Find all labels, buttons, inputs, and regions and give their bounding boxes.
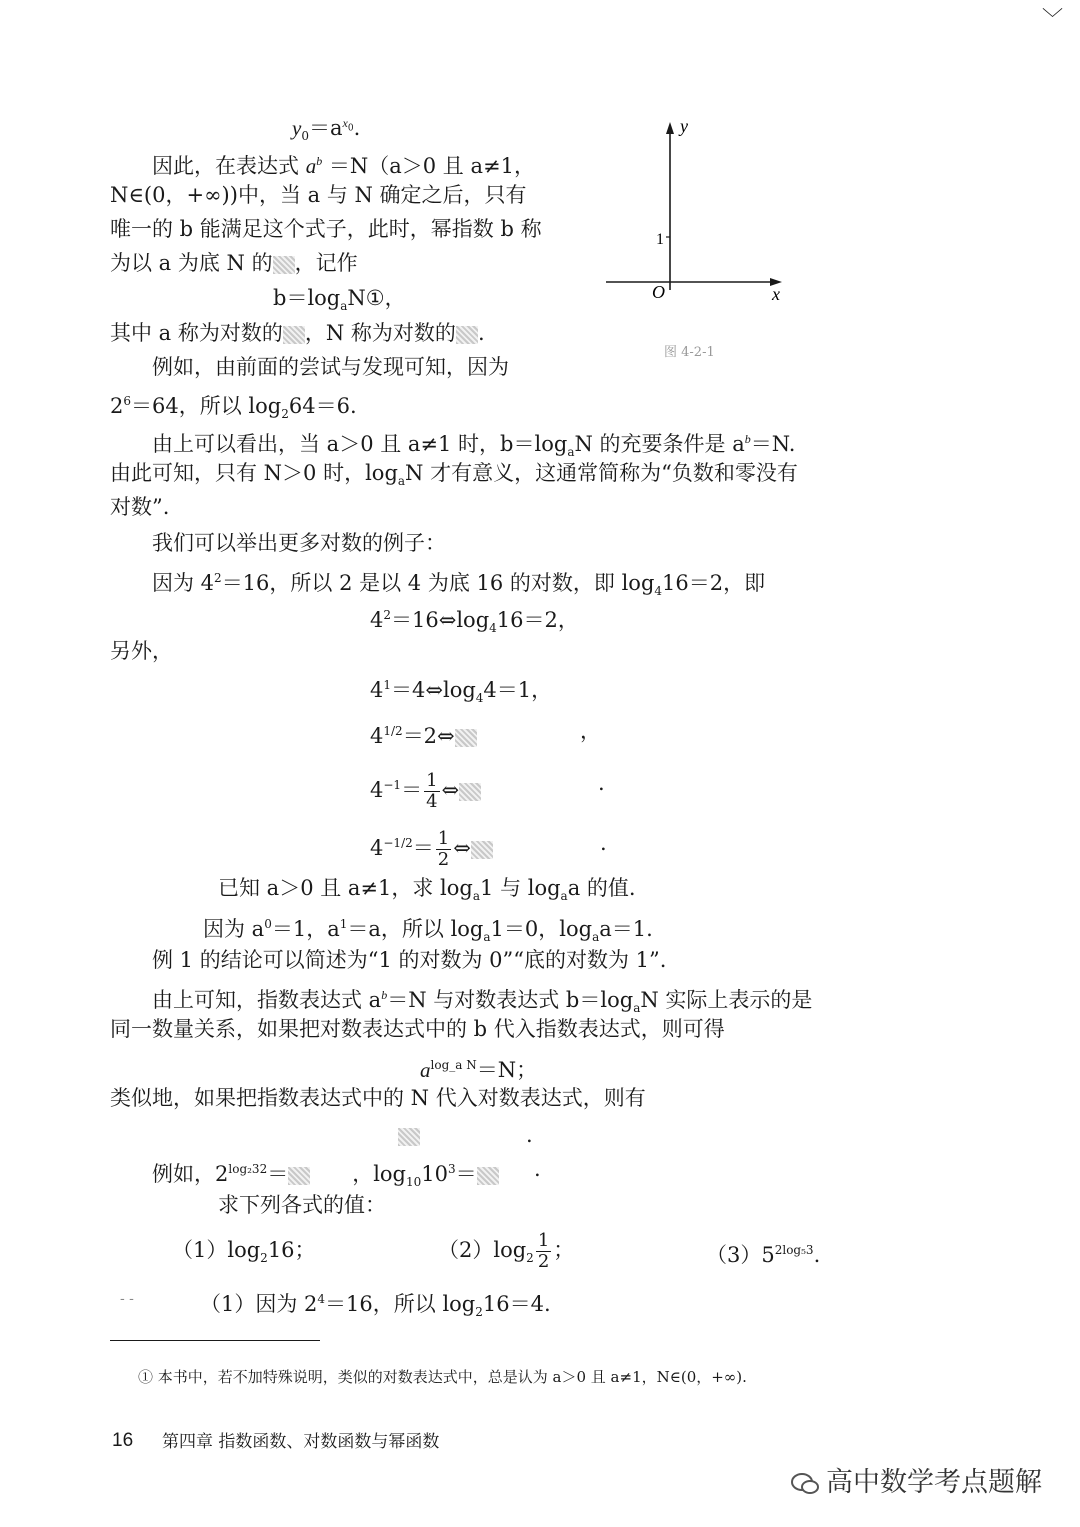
blurred-term: [471, 841, 493, 859]
problem-2: $(2)\log_2$ $\frac{1}{2}$ ；: [438, 1230, 575, 1272]
example-question: 已知 a＞0 且 a≠1，求 $\log_a1$ 与 $\log_aa$ 的值.: [218, 876, 636, 904]
text-line: 另外，: [110, 639, 173, 663]
y-axis-arrow: [666, 122, 674, 134]
text-line: 对数”.: [110, 495, 170, 519]
chat-icon: [790, 1471, 820, 1497]
footnote-rule: [110, 1340, 320, 1341]
text-line: N∈(0，+∞))中，当 a 与 N 确定之后，只有: [110, 183, 527, 207]
text-line: 由上可知，指数表达式 $a^b=N$ 与对数表达式 $b=\log_aN$ 实际上表示的是: [152, 988, 813, 1016]
blurred-term: [477, 1167, 499, 1185]
watermark: [790, 1460, 1042, 1499]
text-line: 因为 $4^2=16$，所以 2 是以 4 为底 16 的对数，即 $\log_416=2$，即: [152, 571, 766, 599]
equation-log-def: $b=\log_aN①$，: [273, 286, 406, 314]
text-line: 为以 a 为底 N 的 ，记作: [110, 251, 358, 275]
x-axis-label: x: [772, 284, 780, 304]
dash-mark: - -: [120, 1291, 134, 1307]
punct: .: [526, 1123, 533, 1147]
example-solution: 因为 $a^0=1$，$a^1=a$，所以 $\log_a1=0$，$\log_aa=1$.: [203, 917, 653, 945]
text-line: 其中 a 称为对数的 ，N 称为对数的 .: [110, 321, 485, 345]
watermark-text: 高中数学考点题解: [826, 1467, 1042, 1498]
footnote: ① 本书中，若不加特殊说明，类似的对数表达式中，总是认为 a＞0 且 a≠1，N∈(0，+∞).: [138, 1368, 747, 1386]
punct: ，: [580, 719, 601, 743]
corner-mark: ﹀: [1042, 7, 1063, 31]
origin-label: O: [652, 282, 665, 302]
figure-caption: 图 4-2-1: [664, 345, 715, 360]
problem-3: $(3)5^{2log_53}$.: [706, 1243, 821, 1267]
text-line: 同一数量关系，如果把对数表达式中的 b 代入指数表达式，则可得: [110, 1017, 725, 1041]
punct: .: [534, 1157, 541, 1181]
blurred-term: [288, 1167, 310, 1185]
text-line: 例如，$2^{log_232}=$ ，$\log_{10}10^3=$: [152, 1154, 499, 1197]
chapter-title: 第四章 指数函数、对数函数与幂函数: [162, 1432, 440, 1452]
text-line: 由上可以看出，当 a＞0 且 a≠1 时，$b=\log_aN$ 的充要条件是 $a^b=N$.: [152, 432, 796, 460]
text-line: 唯一的 b 能满足这个式子，此时，幂指数 b 称: [110, 217, 542, 241]
y-axis-label: y: [680, 116, 688, 136]
problem-1: $(1)\log_216$；: [172, 1238, 316, 1266]
blurred-term: [456, 326, 478, 344]
text-line: 类似地，如果把指数表达式中的 N 代入对数表达式，则有: [110, 1086, 646, 1110]
coordinate-figure: [600, 110, 800, 370]
solution-1: （1）因为 $2^4=16$，所以 $\log_216=4$.: [200, 1292, 551, 1320]
blurred-term: [283, 326, 305, 344]
blurred-term: [273, 256, 295, 274]
text-line: 由此可知，只有 N＞0 时，$\log_aN$ 才有意义，这通常简称为“负数和零没有: [110, 461, 798, 489]
equation: $4^{-1}=$ $\frac{1}{4}$ ⇔: [370, 760, 481, 815]
text-line: 例如，由前面的尝试与发现可知，因为: [152, 355, 509, 379]
blurred-term: [459, 783, 481, 801]
tick-label: 1: [656, 231, 664, 248]
equation-y0: $y_0=a^{x_0}$.: [292, 116, 361, 144]
equation: $a^{log\_a N}=N$；: [420, 1058, 538, 1082]
example-question: 求下列各式的值：: [218, 1193, 386, 1217]
text-line: 因此，在表达式 $a^b =N(a>0$ 且 a≠1，: [152, 154, 535, 178]
equation: $4^2=16\Leftrightarrow\log_416=2$，: [370, 608, 579, 636]
text-line: 我们可以举出更多对数的例子：: [152, 531, 446, 555]
equation: $4^1=4\Leftrightarrow\log_44=1$，: [370, 678, 553, 706]
page-number: 16: [112, 1430, 134, 1451]
punct: .: [598, 771, 605, 795]
text-line: 例 1 的结论可以简述为“1 的对数为 0”“底的对数为 1”.: [152, 948, 667, 972]
equation: $4^{1/2}=2\Leftrightarrow$: [370, 716, 477, 751]
text-line: $2^6=64$，所以 $\log_264=6$.: [110, 394, 357, 422]
punct: .: [600, 831, 607, 855]
equation: $4^{-1/2}=$ $\frac{1}{2}$ ⇔: [370, 818, 493, 873]
blurred-term: [398, 1128, 420, 1146]
blurred-term: [455, 729, 477, 747]
equation-blurred: [398, 1120, 420, 1150]
